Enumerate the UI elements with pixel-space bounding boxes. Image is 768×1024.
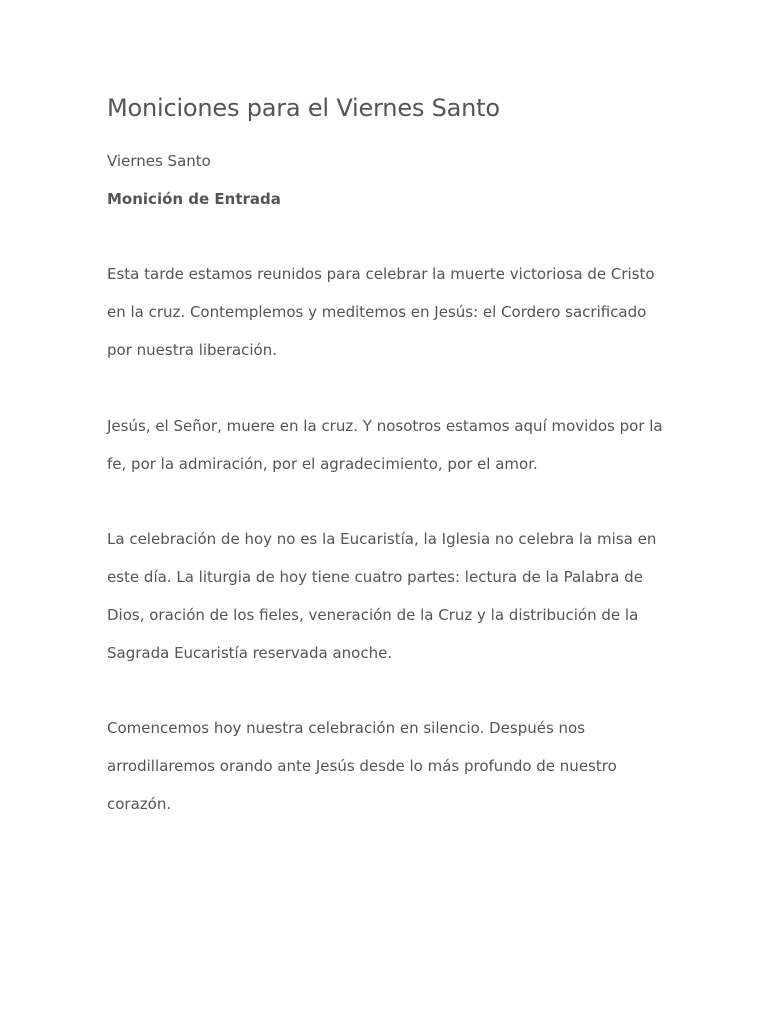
paragraph-2: Jesús, el Señor, muere en la cruz. Y nosotros estamos aquí movidos por la fe, por la admiración, por el agradecimiento, por el amor.: [107, 417, 663, 473]
paragraph-1: Esta tarde estamos reunidos para celebrar la muerte victoriosa de Cristo en la cruz. Contemplemos y meditemos en Jesús: el Cordero sacrificado por nuestra liberación.: [107, 265, 655, 359]
paragraph-3: La celebración de hoy no es la Eucaristía, la Iglesia no celebra la misa en este día. La liturgia de hoy tiene cuatro partes: lectura de la Palabra de Dios, oración de los fieles, veneración de la Cruz y la distribución de la Sagrada Eucaristía reservada anoche.: [107, 530, 657, 662]
page-subtitle: Viernes Santo: [107, 152, 211, 170]
paragraph-4: Comencemos hoy nuestra celebración en silencio. Después nos arrodillaremos orando ante Jesús desde lo más profundo de nuestro corazón.: [107, 719, 617, 813]
section-heading: Monición de Entrada: [107, 190, 281, 208]
page-title: Moniciones para el Viernes Santo: [107, 94, 500, 122]
document-page: [107, 88, 667, 813]
